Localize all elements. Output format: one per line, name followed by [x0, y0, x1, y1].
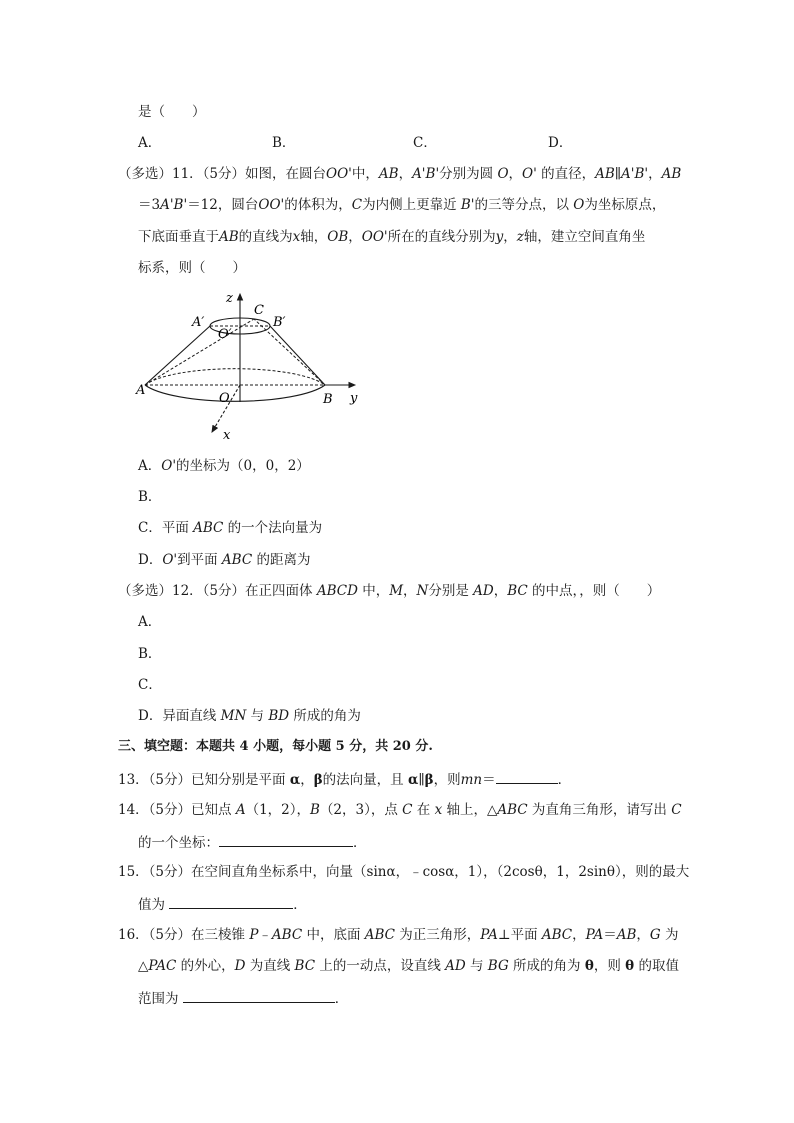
q10-option-d: D． — [548, 135, 573, 151]
q11-option-c: C．平面 ABC 的一个法向量为 — [138, 520, 323, 536]
q15-line-2: 值为 ． — [138, 894, 307, 914]
q16-line-1: 16．（5分）在三棱锥 P﹣ABC 中，底面 ABC 为正三角形，PA⊥平面 ABC，PA＝AB，G 为 — [118, 927, 679, 943]
label-o: O — [219, 391, 230, 406]
label-b: B — [323, 392, 333, 407]
label-a: A — [136, 383, 146, 398]
bottom-base-back — [145, 369, 325, 385]
q11-line-1: （多选）11．（5分）如图，在圆台OO'中，AB，A'B'分别为圆 O，O' 的直径，AB∥A'B'，AB — [118, 166, 682, 182]
q11-option-a: A．O'的坐标为（0，0，2） — [138, 458, 310, 474]
label-z: z — [226, 291, 233, 306]
section-3-title: 三、填空题：本题共 4 小题，每小题 5 分，共 20 分. — [118, 739, 433, 754]
q10-stem-end: 是（ ） — [138, 104, 206, 120]
q11-line-3: 下底面垂直于AB的直线为x轴，OB，OO'所在的直线分别为y，z轴，建立空间直角坐 — [138, 229, 646, 245]
q14-line-2: 的一个坐标： ． — [138, 832, 367, 852]
q10-option-c: C． — [413, 135, 437, 151]
q12-option-b: B． — [138, 646, 162, 662]
frustum-figure — [130, 282, 370, 447]
q10-option-b: B． — [272, 135, 296, 151]
q15-answer-blank[interactable] — [169, 894, 293, 909]
q12-line-1: （多选）12．（5分）在正四面体 ABCD 中，M，N分别是 AD，BC 的中点，，则（ ） — [118, 583, 661, 599]
label-a-prime: A′ — [192, 315, 205, 330]
label-c: C — [254, 303, 264, 318]
label-o-prime: O′ — [218, 327, 232, 342]
label-x: x — [223, 428, 231, 443]
label-y: y — [350, 391, 358, 406]
generatrix-right — [270, 326, 325, 385]
q13: 13．（5分）已知分别是平面 α，β的法向量，且 α∥β，则mn＝ ． — [118, 769, 571, 789]
q11-line-2: ＝3A'B'＝12，圆台OO'的体积为，C为内侧上更靠近 B'的三等分点，以 O为坐标原点， — [138, 197, 666, 213]
q12-option-a: A． — [138, 614, 162, 630]
generatrix-left — [145, 326, 210, 385]
label-b-prime: B′ — [273, 315, 286, 330]
q11-line-4: 标系，则（ ） — [138, 260, 246, 276]
q16-line-3: 范围为 ． — [138, 988, 348, 1008]
q12-option-d: D．异面直线 MN 与 BD 所成的角为 — [138, 708, 361, 724]
q12-option-c: C． — [138, 677, 162, 693]
q15-line-1: 15．（5分）在空间直角坐标系中，向量（sinα，﹣cosα，1），（2cosθ，1，2sinθ），则的最大 — [118, 864, 690, 880]
q11-option-d: D．O'到平面 ABC 的距离为 — [138, 552, 311, 568]
q16-line-2: △PAC 的外心，D 为直线 BC 上的一动点，设直线 AD 与 BG 所成的角为 θ，则 θ 的取值 — [138, 958, 679, 974]
q14-line-1: 14．（5分）已知点 A（1，2），B（2，3），点 C 在 x 轴上，△ABC 为直角三角形，请写出 C — [118, 802, 682, 818]
q10-option-a: A． — [138, 135, 162, 151]
q13-answer-blank[interactable] — [496, 769, 558, 784]
bottom-base-front — [145, 385, 325, 401]
q11-option-b: B． — [138, 489, 162, 505]
segment-bc — [254, 319, 325, 385]
q16-answer-blank[interactable] — [183, 988, 335, 1003]
q14-answer-blank[interactable] — [219, 832, 353, 847]
